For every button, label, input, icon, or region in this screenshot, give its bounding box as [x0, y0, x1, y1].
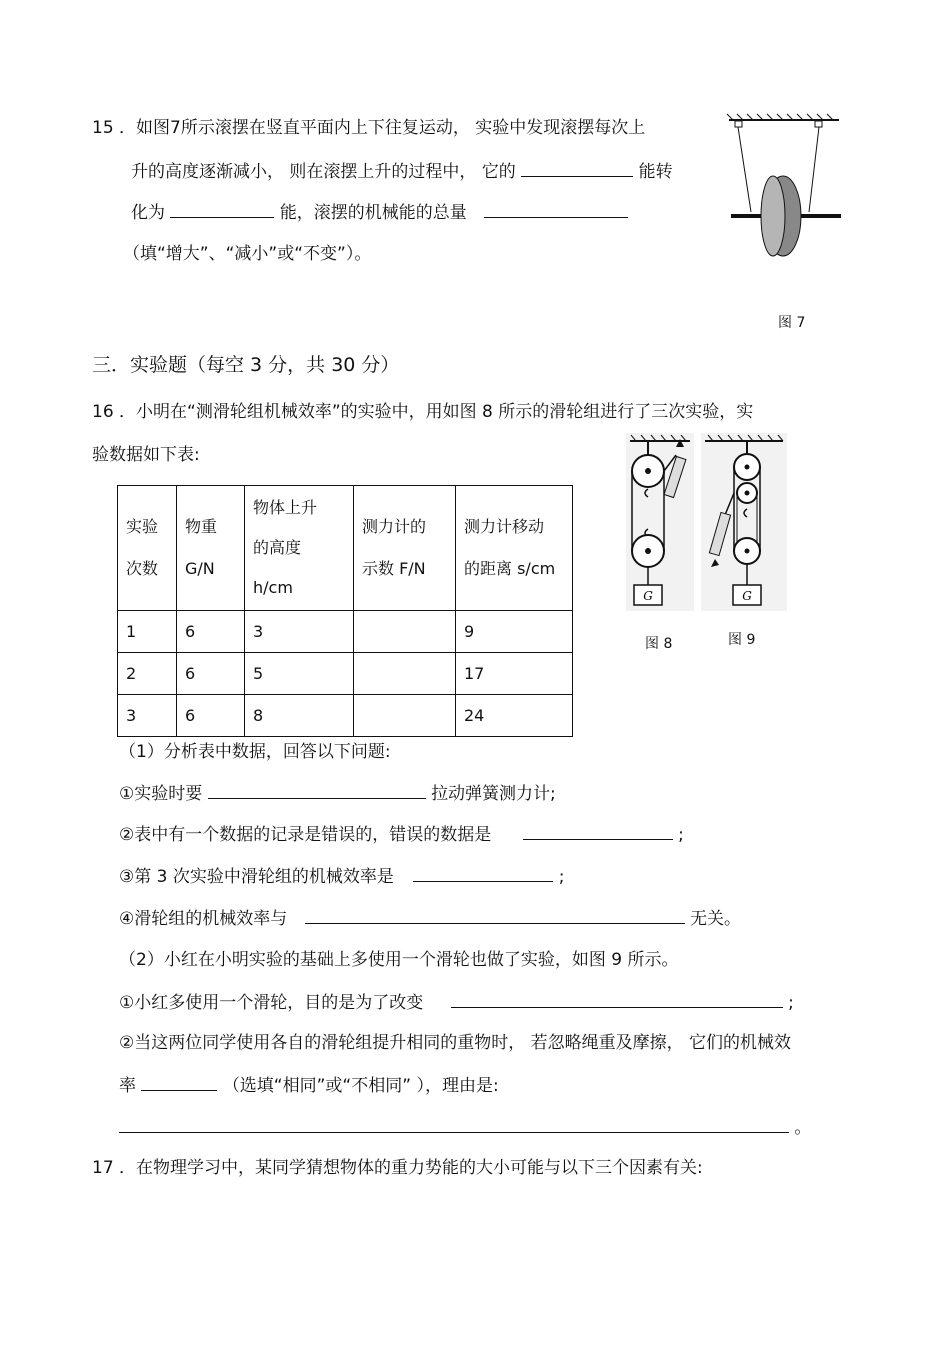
q16-q2-text-a: ②表中有一个数据的记录是错误的，错误的数据是	[119, 825, 492, 845]
table-row	[118, 653, 573, 695]
q16-intro-line1: 16 ．小明在“测滑轮组机械效率”的实验中，用如图 8 所示的滑轮组进行了三次实验，实	[92, 402, 754, 422]
q16-q1	[119, 782, 556, 805]
q15-line2	[131, 160, 673, 183]
header-force: 测力计的 示数 F/N	[354, 486, 456, 611]
q16-reason-line	[119, 1116, 811, 1139]
cell-force[interactable]	[354, 653, 456, 695]
q16-q1-text-a: ①实验时要	[119, 784, 203, 804]
q16-blank-unrelated-factor[interactable]	[305, 907, 685, 924]
cell-height: 5	[245, 653, 354, 695]
cell-height: 8	[245, 695, 354, 737]
q16-q4-text-a: ④滑轮组的机械效率与	[119, 909, 288, 929]
q15-blank-energy-from[interactable]	[521, 160, 633, 177]
q16-p2q2-text-a: 率	[119, 1076, 136, 1096]
table-row	[118, 695, 573, 737]
fig8-caption: 图 8	[645, 636, 673, 652]
cell-distance: 17	[456, 653, 573, 695]
q16-p2q2-line1: ②当这两位同学使用各自的滑轮组提升相同的重物时， 若忽略绳重及摩擦， 它们的机械效	[119, 1033, 792, 1053]
table-header-row	[118, 486, 573, 611]
q15-blank-total-energy[interactable]	[484, 201, 628, 218]
q16-part2-title: （2）小红在小明实验的基础上多使用一个滑轮也做了实验，如图 9 所示。	[119, 950, 679, 970]
cell-trial: 2	[118, 653, 177, 695]
q16-blank-same-or-not[interactable]	[141, 1074, 217, 1091]
q16-p2q1-text-a: ①小红多使用一个滑轮，目的是为了改变	[119, 993, 424, 1013]
q16-part1-title: （1）分析表中数据，回答以下问题:	[119, 742, 391, 762]
q15-line4: （填“增大”、“减小”或“不变”）。	[123, 244, 372, 264]
q16-q1-text-b: 拉动弹簧测力计;	[431, 784, 556, 804]
q16-end-mark: 。	[794, 1118, 812, 1138]
q16-q2	[119, 823, 684, 846]
q15-line3-text-b: 能，滚摆的机械能的总量	[279, 203, 467, 223]
q16-q3-text-b: ;	[558, 867, 565, 887]
q16-q3-text-a: ③第 3 次实验中滑轮组的机械效率是	[119, 867, 394, 887]
fig9-caption: 图 9	[728, 632, 756, 648]
section3-title: 三．实验题（每空 3 分，共 30 分）	[92, 354, 400, 376]
cell-distance: 24	[456, 695, 573, 737]
fig9-weight-label: G	[742, 589, 752, 603]
q16-p2q2-text-b: （选填“相同”或“不相同” ），理由是:	[222, 1076, 499, 1096]
header-distance: 测力计移动 的距离 s/cm	[456, 486, 573, 611]
experiment-data-table	[117, 485, 573, 737]
cell-distance: 9	[456, 611, 573, 653]
fig8-pulley-system	[626, 433, 694, 611]
table-row	[118, 611, 573, 653]
cell-trial: 3	[118, 695, 177, 737]
q16-blank-wrong-data[interactable]	[523, 823, 673, 840]
q16-p2q2-line2	[119, 1074, 499, 1097]
q16-p2q1	[119, 991, 794, 1014]
cell-weight: 6	[177, 653, 245, 695]
q15-line2-text-b: 能转	[638, 162, 673, 182]
cell-height: 3	[245, 611, 354, 653]
fig8-weight-label: G	[643, 589, 653, 603]
cell-trial: 1	[118, 611, 177, 653]
q16-blank-change-purpose[interactable]	[451, 991, 783, 1008]
q15-line3	[131, 201, 628, 224]
q16-blank-pull-method[interactable]	[208, 782, 426, 799]
q16-q4-text-b: 无关。	[690, 909, 742, 929]
header-height: 物体上升 的高度 h/cm	[245, 486, 354, 611]
q15-line3-text-a: 化为	[131, 203, 165, 223]
header-trial: 实验 次数	[118, 486, 177, 611]
cell-force[interactable]	[354, 695, 456, 737]
fig7-rolling-pendulum	[725, 112, 845, 262]
cell-force[interactable]	[354, 611, 456, 653]
fig9-pulley-system	[701, 433, 787, 611]
q16-p2q1-text-b: ;	[788, 993, 794, 1013]
q16-blank-efficiency[interactable]	[413, 865, 553, 882]
q15-blank-energy-to[interactable]	[170, 201, 274, 218]
q16-intro-line2: 验数据如下表:	[92, 445, 200, 465]
q15-line1: 15 ．如图7所示滚摆在竖直平面内上下往复运动， 实验中发现滚摆每次上	[92, 118, 646, 138]
header-weight: 物重 G/N	[177, 486, 245, 611]
cell-weight: 6	[177, 695, 245, 737]
q16-blank-reason[interactable]	[119, 1116, 789, 1133]
q16-q2-text-b: ;	[678, 825, 684, 845]
q15-line2-text-a: 升的高度逐渐减小， 则在滚摆上升的过程中， 它的	[131, 162, 516, 182]
cell-weight: 6	[177, 611, 245, 653]
fig7-caption: 图 7	[778, 315, 806, 331]
q16-q3	[119, 865, 564, 888]
q16-q4	[119, 907, 741, 930]
q17-line1: 17 ．在物理学习中，某同学猜想物体的重力势能的大小可能与以下三个因素有关:	[92, 1158, 703, 1178]
